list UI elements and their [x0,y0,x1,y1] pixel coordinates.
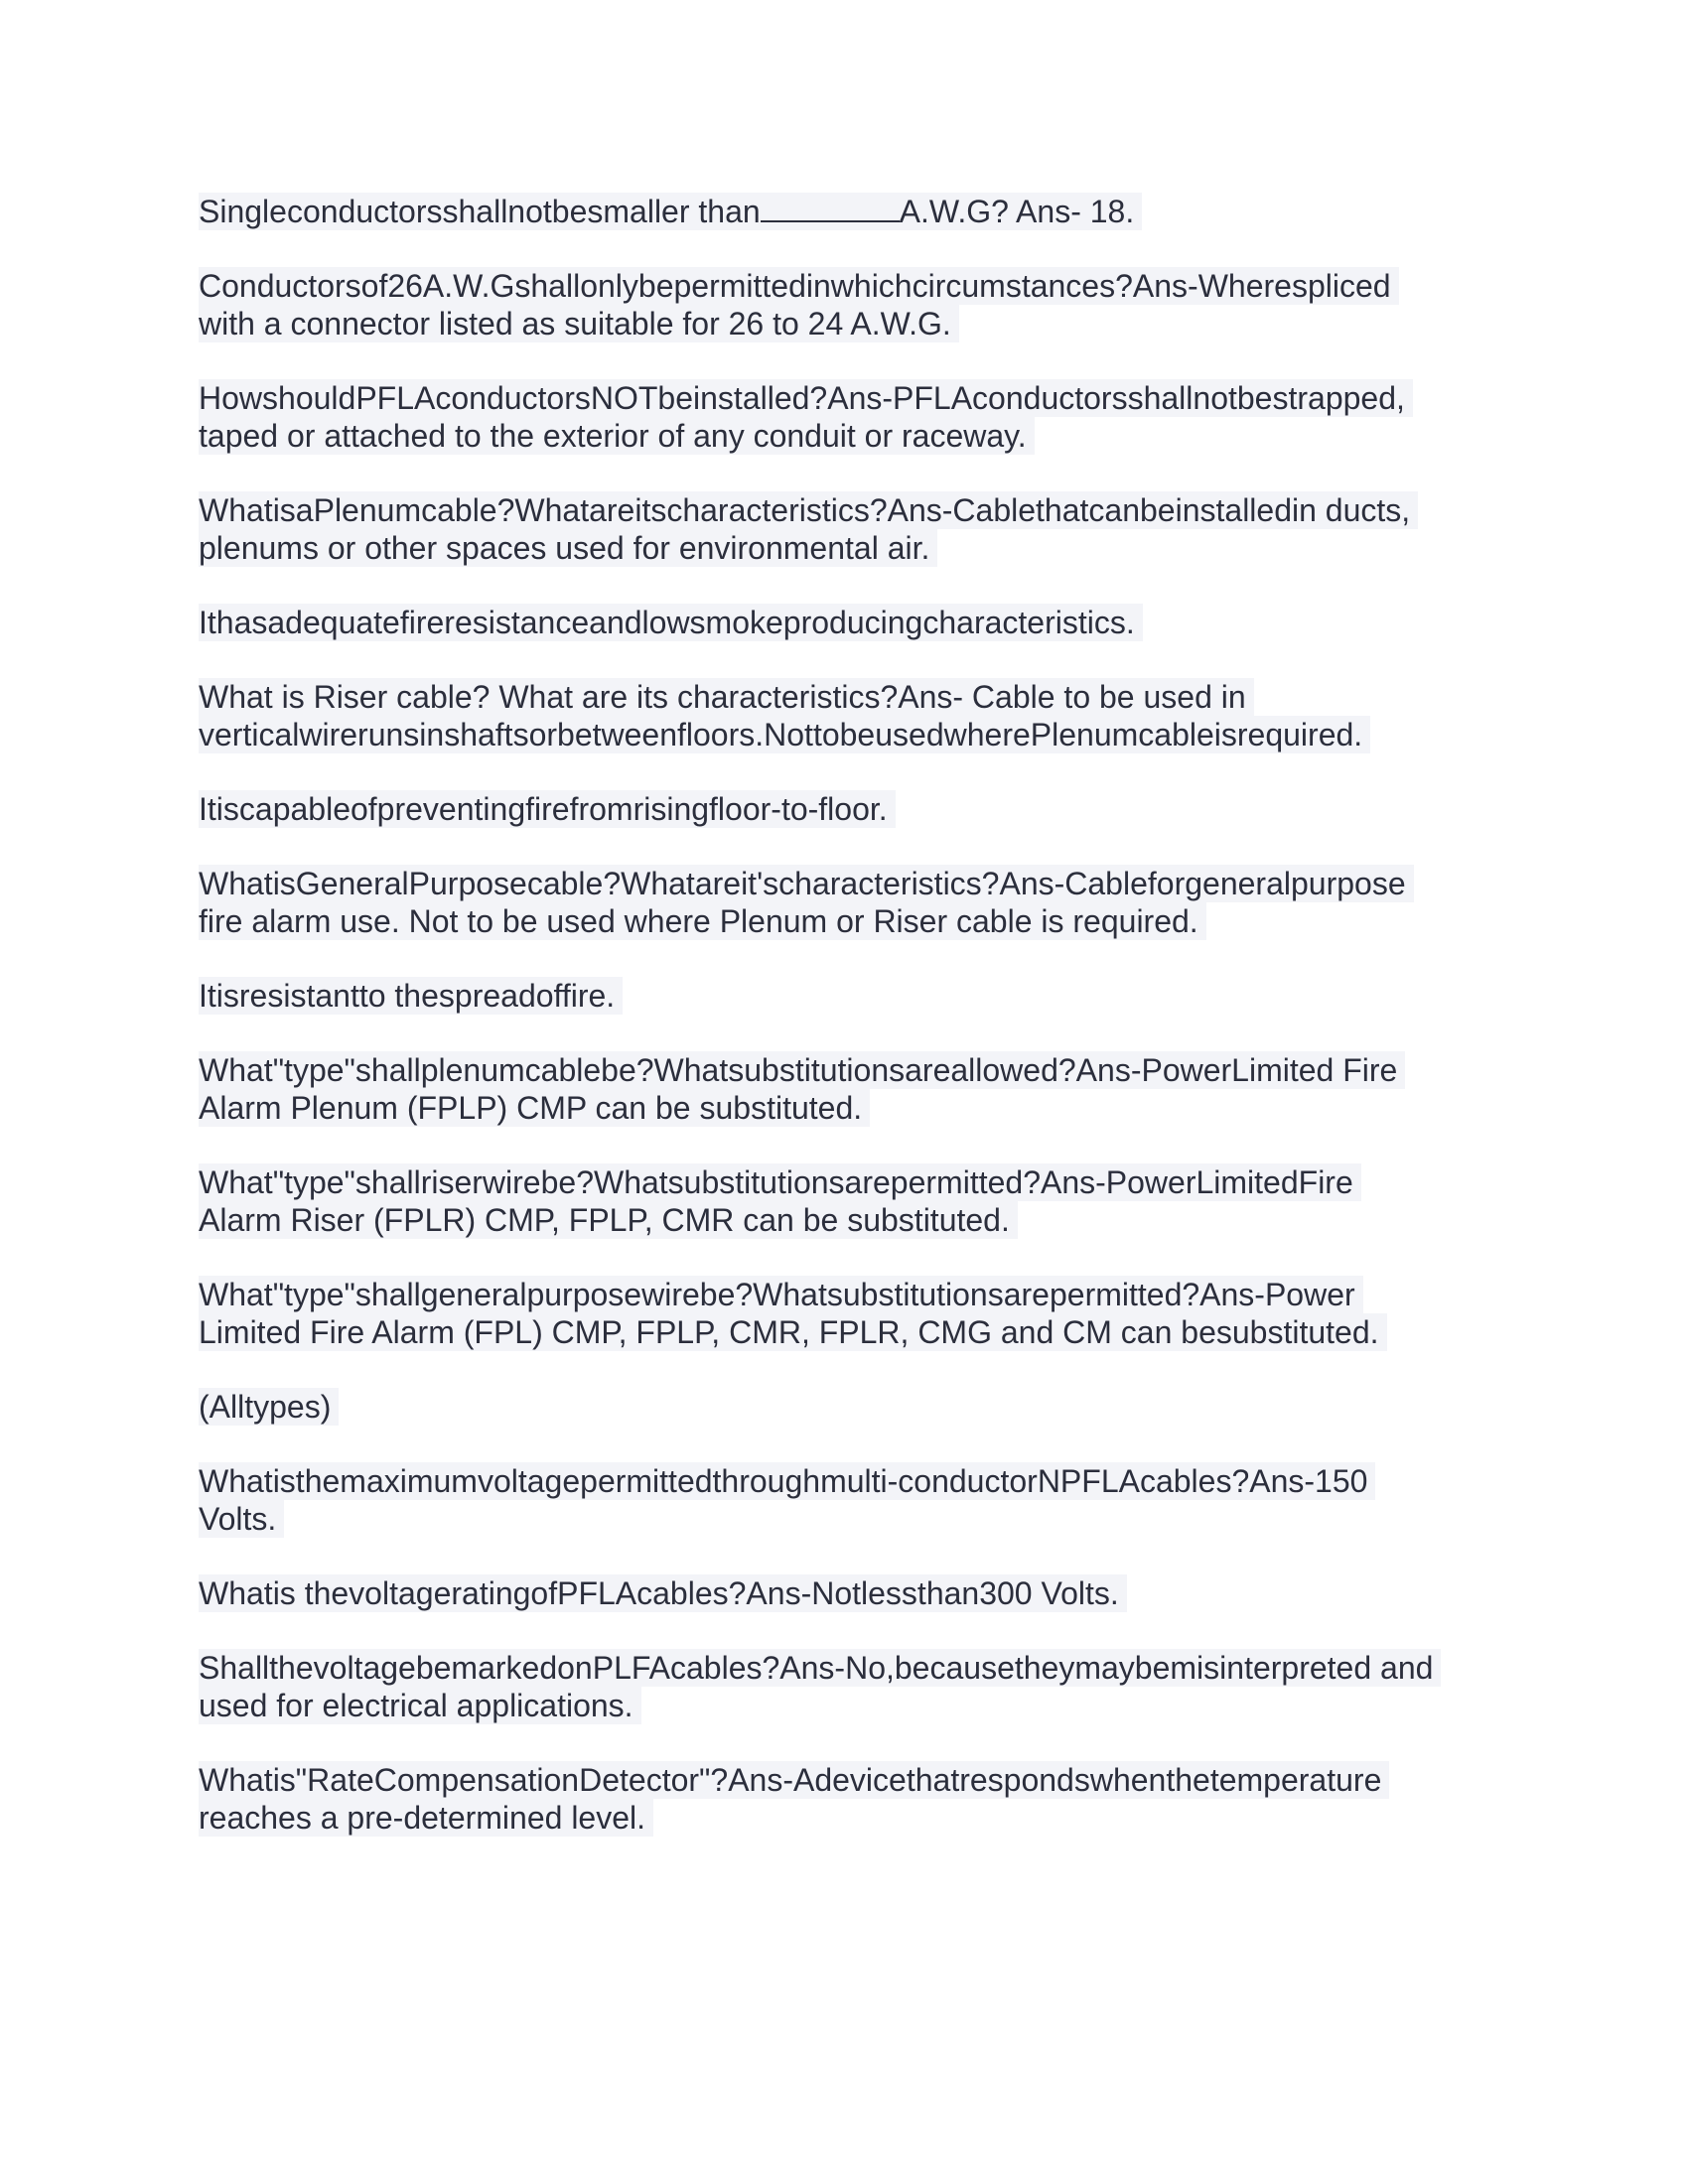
text-line: Alarm Riser (FPLR) CMP, FPLP, CMR can be substituted. [199,1201,1018,1239]
text-line [199,193,1142,230]
text-line: reaches a pre-determined level. [199,1799,653,1837]
text-line: Whatis thevoltageratingofPFLAcables?Ans-Notlessthan300 Volts. [199,1574,1127,1612]
plenum-cable-note [199,604,1509,641]
question-plenum-cable [199,491,1509,567]
text-line: Itisresistantto thespreadoffire. [199,977,623,1015]
text-line: WhatisGeneralPurposecable?Whatareit'scharacteristics?Ans-Cableforgeneralpurpose [199,865,1414,902]
text-line: WhatisaPlenumcable?Whatareitscharacteristics?Ans-Cablethatcanbeinstalledin ducts, [199,491,1418,529]
text-line: Limited Fire Alarm (FPL) CMP, FPLP, CMR, FPLR, CMG and CM can besubstituted. [199,1313,1387,1351]
question-general-purpose-wire-type [199,1276,1509,1351]
text-line: plenums or other spaces used for environmental air. [199,529,937,567]
question-26-awg-conductors [199,267,1509,342]
question-single-conductor-size [199,193,1509,230]
question-plenum-cable-type [199,1051,1509,1127]
question-npfla-max-voltage [199,1462,1509,1538]
text-line: HowshouldPFLAconductorsNOTbeinstalled?Ans-PFLAconductorsshallnotbestrapped, [199,379,1413,417]
text-line: What"type"shallgeneralpurposewirebe?Whatsubstitutionsarepermitted?Ans-Power [199,1276,1363,1313]
question-prefix: Singleconductorsshallnotbesmaller than [199,194,761,229]
text-line: taped or attached to the exterior of any conduit or raceway. [199,417,1035,455]
text-line: Whatisthemaximumvoltagepermittedthroughmulti-conductorNPFLAcables?Ans-150 [199,1462,1375,1500]
general-purpose-cable-note [199,977,1509,1015]
text-line: What"type"shallplenumcablebe?Whatsubstitutionsareallowed?Ans-PowerLimited Fire [199,1051,1405,1089]
fill-in-blank [761,193,900,222]
riser-cable-note [199,790,1509,828]
text-line: used for electrical applications. [199,1687,641,1724]
question-rate-compensation-detector [199,1761,1509,1837]
text-line: Itiscapableofpreventingfirefromrisingfloor-to-floor. [199,790,896,828]
text-line: What"type"shallriserwirebe?Whatsubstitutionsarepermitted?Ans-PowerLimitedFire [199,1163,1361,1201]
question-pfla-installation [199,379,1509,455]
text-line: Conductorsof26A.W.Gshallonlybepermittedinwhichcircumstances?Ans-Wherespliced [199,267,1399,305]
text-line: fire alarm use. Not to be used where Plenum or Riser cable is required. [199,902,1206,940]
document-page [199,193,1509,1873]
text-line: (Alltypes) [199,1388,339,1426]
question-general-purpose-cable [199,865,1509,940]
text-line: Volts. [199,1500,284,1538]
text-line: What is Riser cable? What are its characteristics?Ans- Cable to be used in [199,678,1254,716]
question-plfa-voltage-marking [199,1649,1509,1724]
text-line: Alarm Plenum (FPLP) CMP can be substituted. [199,1089,870,1127]
text-line: ShallthevoltagebemarkedonPLFAcables?Ans-No,becausetheymaybemisinterpreted and [199,1649,1441,1687]
text-line: with a connector listed as suitable for 26 to 24 A.W.G. [199,305,959,342]
all-types-note [199,1388,1509,1426]
text-line: Whatis"RateCompensationDetector"?Ans-Adevicethatrespondswhenthetemperature [199,1761,1389,1799]
text-line: verticalwirerunsinshaftsorbetweenfloors.NottobeusedwherePlenumcableisrequired. [199,716,1370,753]
question-riser-wire-type [199,1163,1509,1239]
text-line: Ithasadequatefireresistanceandlowsmokeproducingcharacteristics. [199,604,1143,641]
question-suffix: A.W.G? Ans- 18. [899,194,1135,229]
question-riser-cable [199,678,1509,753]
question-pfla-voltage-rating [199,1574,1509,1612]
